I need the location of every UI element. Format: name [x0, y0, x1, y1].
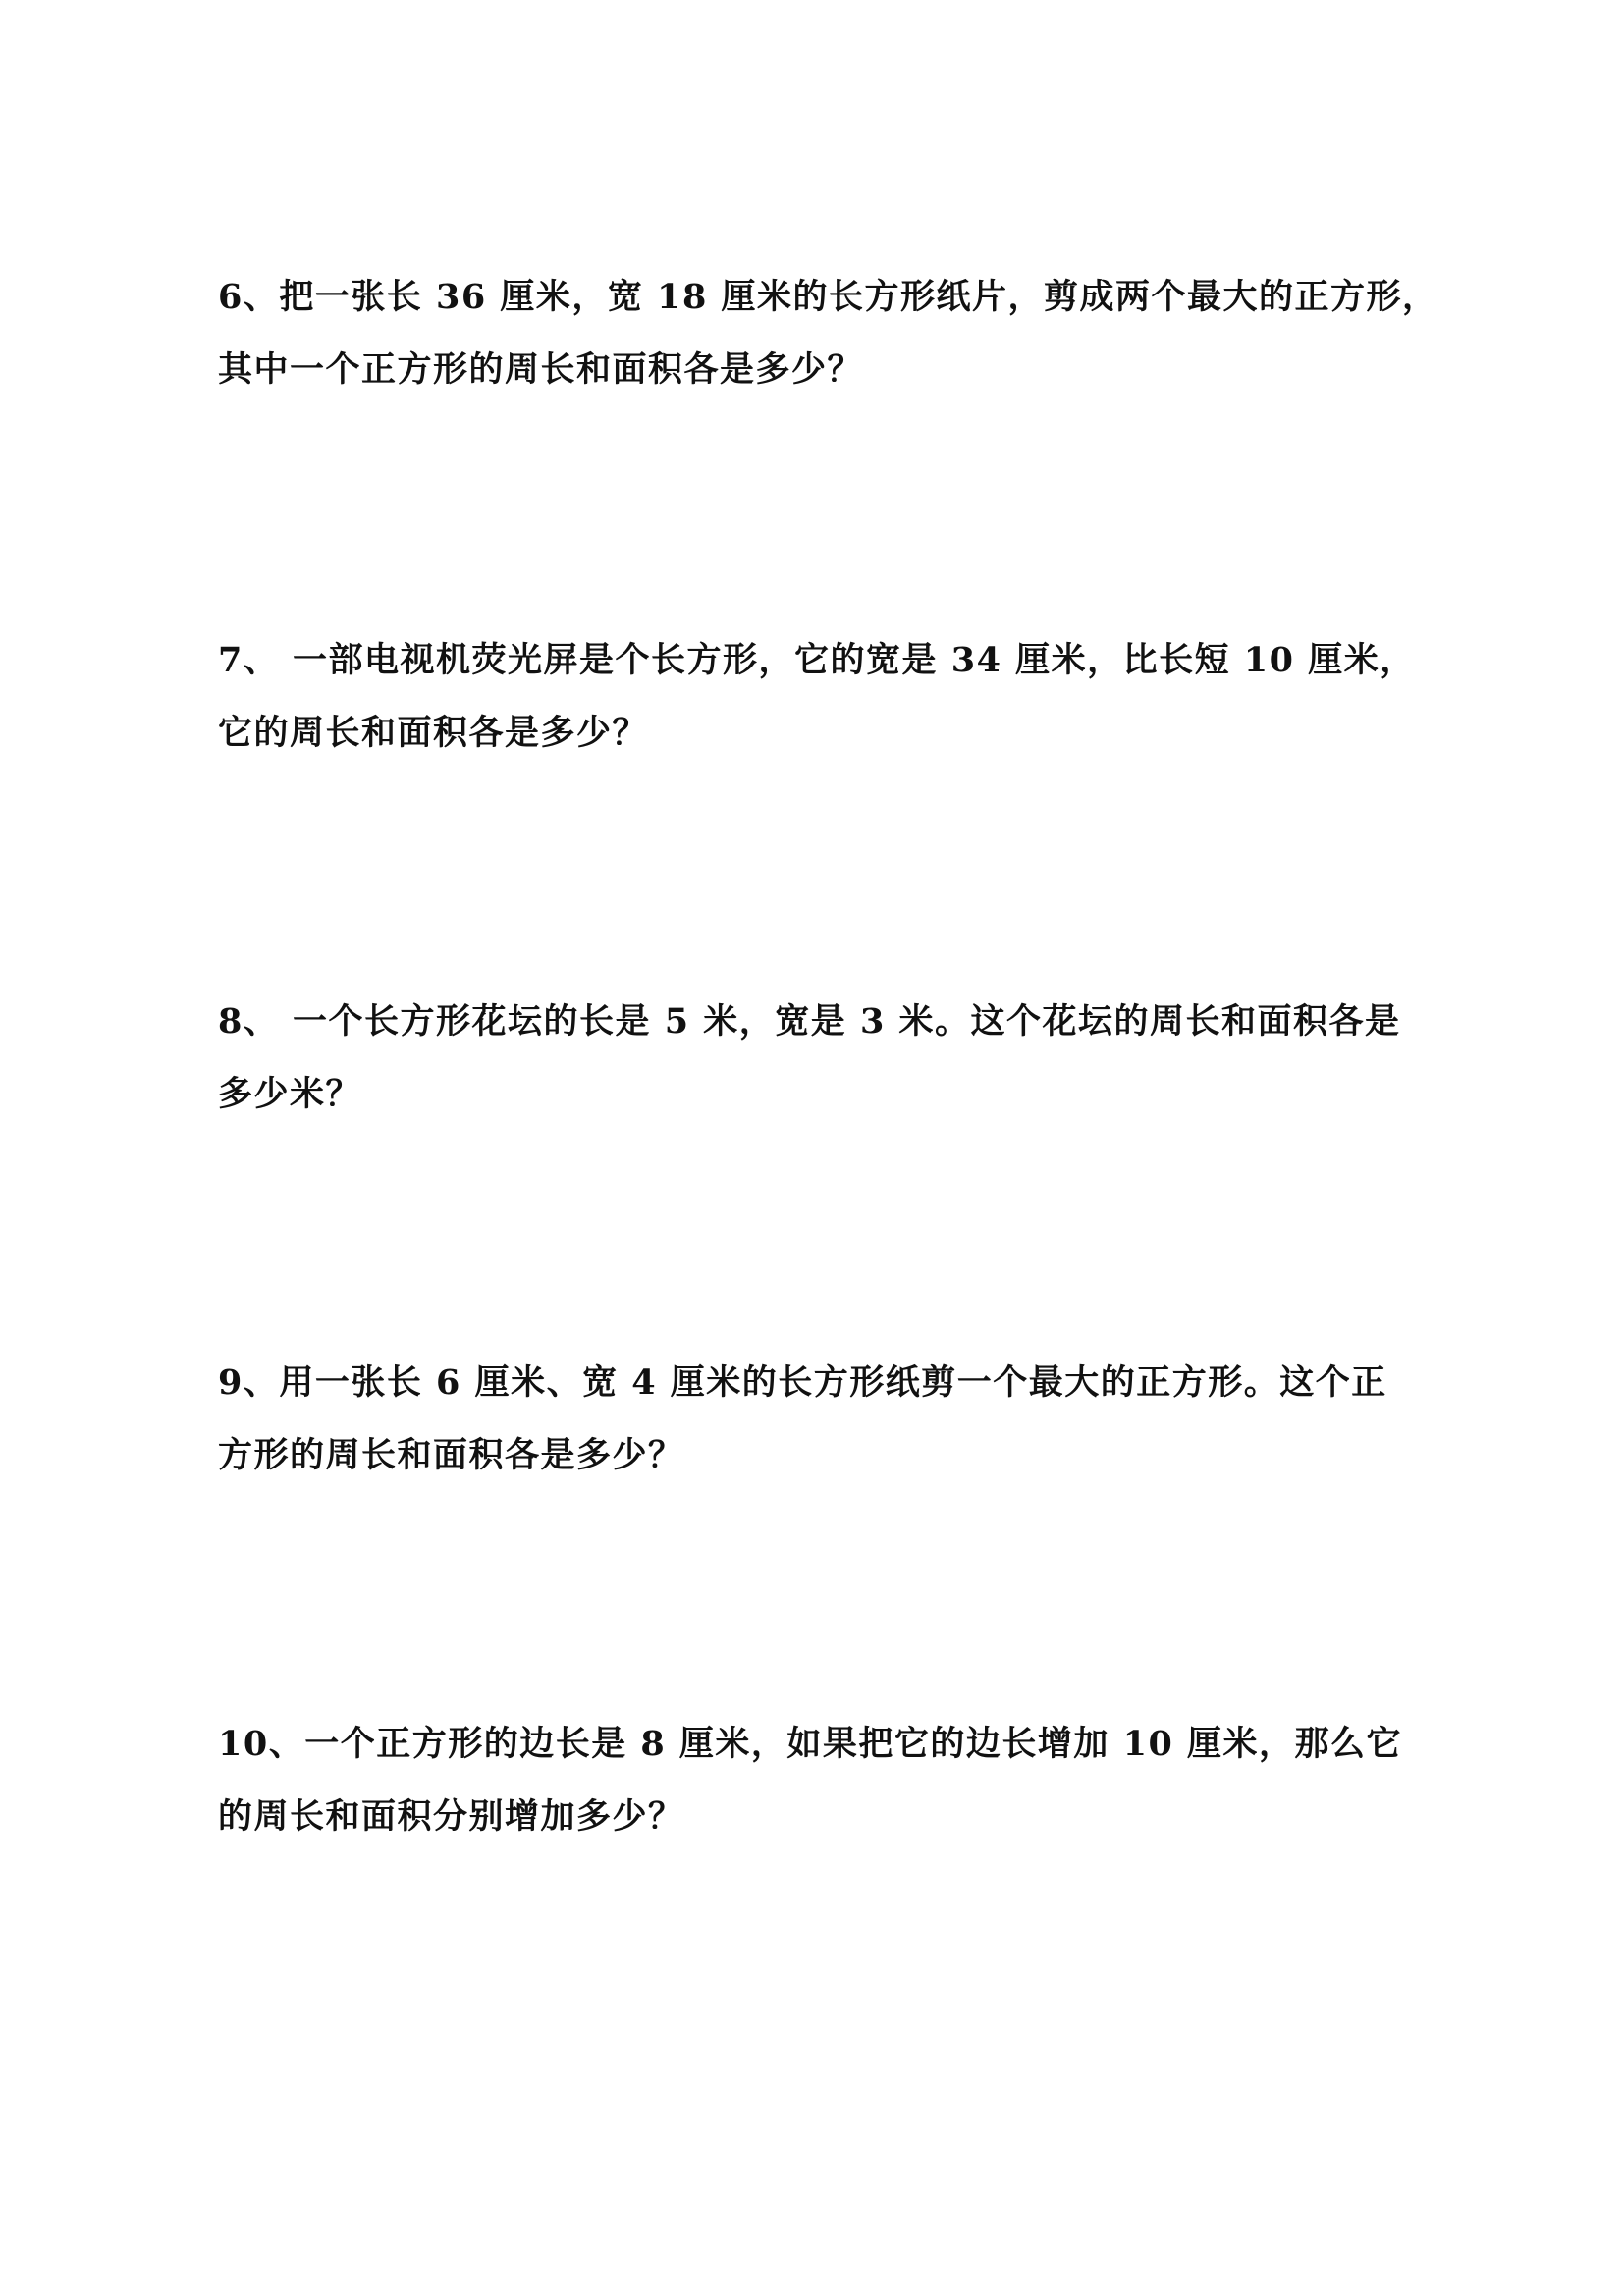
question-8: [218, 986, 1421, 1131]
question-9-line-1: 9、用一张长 6 厘米、宽 4 厘米的长方形纸剪一个最大的正方形。这个正: [218, 1362, 1387, 1403]
question-10-line-2: 的周长和面积分别增加多少？: [218, 1796, 684, 1837]
question-7: [218, 624, 1421, 770]
question-10-line-1: 10、一个正方形的边长是 8 厘米，如果把它的边长增加 10 厘米，那么它: [218, 1724, 1403, 1764]
question-7-line-1: 7、 一部电视机荧光屏是个长方形，它的宽是 34 厘米，比长短 10 厘米，: [218, 640, 1416, 680]
question-6-line-2: 其中一个正方形的周长和面积各是多少？: [218, 349, 864, 390]
question-7-line-2: 它的周长和面积各是多少？: [218, 713, 649, 753]
question-8-line-2: 多少米？: [218, 1074, 362, 1114]
question-9: [218, 1347, 1421, 1492]
question-10: [218, 1708, 1421, 1853]
question-6: [218, 261, 1438, 406]
question-9-line-2: 方形的周长和面积各是多少？: [218, 1435, 684, 1475]
question-8-line-1: 8、 一个长方形花坛的长是 5 米，宽是 3 米。这个花坛的周长和面积各是: [218, 1001, 1401, 1041]
question-6-line-1: 6、把一张长 36 厘米，宽 18 厘米的长方形纸片，剪成两个最大的正方形，: [218, 277, 1438, 317]
